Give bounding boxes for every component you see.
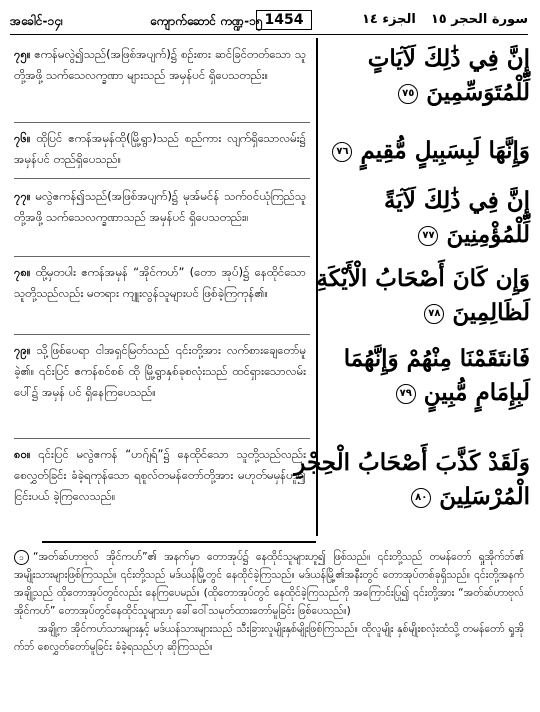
footnote-paragraph: “အတ်ဆ်ဟာဗုလ် အိုင်ကဟ်”၏ အနက်မှာ တောအုပ်၌ နေထိုင်သူများဟူ၍ ဖြစ်သည်။ ၎င်းတို့သည် တမန်တော် ရှုအိုက်ဘ်၏ အမျိုးသားများဖြစ်ကြသည်။ ၎င်းတို့သည် မဒ်ယန်မြို့တွင် နေထိုင်ခဲ့ကြသည်။ မဒ်ယန်မြို့၏အနီးတွင် တောအုပ်တစ်ခုရှိသည်။ ၎င်းတို့အနက် အချို့သည် ထိုတောအုပ်တွင်လည်း နေကြပေမည်။ (ထိုတောအုပ်တွင် နေထိုင်ခဲ့ကြသည်ကို အကြောင်းပြု၍ ၎င်းတို့အား “အတ်ဆ်ဟာဗုလ် အိုင်ကဟ်” တောအုပ်တွင်နေထိုင်သူများဟု ခေါ်ဝေါ်သမုတ်ထားတော်မူခြင်း ဖြစ်ပေသည်။) [14,551,524,617]
verse-78 [14,262,306,304]
header-chapter: အခေါင်-၁၄၊ [10,14,63,28]
ayah-number-marker: ٧٥ [398,84,418,104]
footnote-rule [42,541,316,543]
verse-76 [14,128,306,170]
verse-number: ၇၅။ [14,47,31,61]
arabic-line: لِّلْمُؤْمِنِينَ [446,221,530,248]
arabic-line: وَلَقَدْ كَذَّبَ أَصْحَابُ الْحِجْرِ [294,449,530,476]
verse-text: ၎င်းပြင် မလွဲဧကန် “ဟဂ်ျရ်”၌ နေထိုင်သော သူတို့သည်လည်း စေလွှတ်ခြင်း ခံခဲ့ရကုန်သော ရစူလ်တမန်တော်တို့အား မဟုတ်မမှန်ဟူ၍ ငြင်းပယ် ခဲ့ကြလေသည်။ [14,447,306,503]
verse-text: ဧကန်မလွဲ၍သည်(အဖြစ်အပျက်)၌ စဉ်းစား ဆင်ခြင်တတ်သော သူတို့အဖို့ သက်သေလက္ခဏာ များသည် အမှန်ပင် ရှိပေသတည်း။ [14,47,307,82]
verse-number: ၇၆။ [14,131,31,145]
verse-75 [14,44,306,86]
arabic-line: لَظَالِمِينَ [452,299,530,326]
verse-divider [14,122,310,123]
arabic-line: إِنَّ فِي ذَٰلِكَ لَآيَةً [384,187,530,214]
arabic-verse-75 [324,42,530,110]
page-number: 1454 [256,10,312,30]
verse-divider [14,438,310,439]
ayah-number-marker: ٧٧ [418,226,438,246]
header-section: ကျောက်ဆောင် ကဏ္ဍ-၁၅ [150,14,263,28]
arabic-line: إِنَّ فِي ذَٰلِكَ لَآيَاتٍ [367,45,530,72]
verse-text: မလွဲဧကန်၍သည်(အဖြစ်အပျက်)၌ မုအ်မင်န် သက်ဝင်ယုံကြည်သူတို့အဖို့ သက်သေလက္ခဏာသည် အမှန်ပင် ရှိပေသတည်း။ [14,189,307,224]
ayah-number-marker: ٨٠ [411,488,431,508]
verse-divider [14,256,310,257]
arabic-line: فَانتَقَمْنَا مِنْهُمْ وَإِنَّهُمَا [343,345,530,372]
verse-divider [14,178,310,179]
verse-79 [14,340,306,403]
verse-77 [14,186,306,228]
verse-number: ၇၈။ [14,265,31,279]
footnote [14,548,524,656]
verse-text: သို့ဖြစ်ပေရာ ငါအရှင်မြတ်သည် ၎င်းတို့အား လက်စားချေတော်မူခဲ့၏။ ၎င်းပြင် ဧကန်စင်စစ် ထို မြို့ရွာနှစ်ခုစလုံးသည် ထင်ရှားသောလမ်းပေါ်၌ အမှန် ပင် ရှိနေကြပေသည်။ [14,343,306,399]
arabic-line: الْمُرْسَلِينَ [439,483,530,510]
verse-80 [14,444,306,507]
footnote-paragraph: အချို့က အိုင်ကဟ်သားများနှင့် မဒ်ယန်သားများသည် သီးခြားလူမျိုးနှစ်မျိုးဖြစ်ကြသည်။ ထိုလူမျိုး နှစ်မျိုးစလုံးထံသို့ တမန်တော် ရှုအိုက်ဘ် စေလွှတ်တော်မူခြင်း ခံခဲ့ရသည်ဟု ဆိုကြသည်။ [14,623,524,653]
arabic-line: وَإِن كَانَ أَصْحَابُ الْأَيْكَةِ [316,265,530,292]
verse-number: ၇၉။ [14,343,31,357]
header-surah: سورة الحجر ١٥ [430,12,528,27]
arabic-verse-80 [294,446,530,514]
footnote-marker: ၁ [14,550,29,565]
arabic-line: لَبِإِمَامٍ مُّبِينٍ [423,379,530,406]
arabic-line: لِّلْمُتَوَسِّمِينَ [426,79,530,106]
verse-text: ထိုပြင် ဧကန်အမှန်ထို(မြို့ရွာ)သည် စည်ကား လျက်ရှိသောလမ်း၌ အမှန်ပင် တည်ရှိပေသည်။ [14,131,306,166]
verse-number: ၇၇။ [14,189,31,203]
arabic-verse-78 [316,262,530,330]
arabic-verse-77 [324,184,530,252]
arabic-verse-76 [324,134,530,168]
arabic-line: وَإِنَّهَا لَبِسَبِيلٍ مُّقِيمٍ [360,137,530,164]
ayah-number-marker: ٧٨ [424,304,444,324]
verse-text: ထို့မှတပါး ဧကန်အမှန် “အိုင်ကဟ်” (တော အုပ်)၌ နေထိုင်သောသူတို့သည်လည်း မတရား ကျူးလွန်သူများပင် ဖြစ်ခဲ့ကြကုန်၏။ [14,265,306,300]
ayah-number-marker: ٧٦ [332,142,352,162]
verse-divider [14,334,310,335]
arabic-verse-79 [324,342,530,410]
verse-number: ၈၀။ [14,447,31,461]
header-juz: الجزء ١٤ [362,12,416,27]
page-header [10,8,528,35]
ayah-number-marker: ٧٩ [396,384,416,404]
